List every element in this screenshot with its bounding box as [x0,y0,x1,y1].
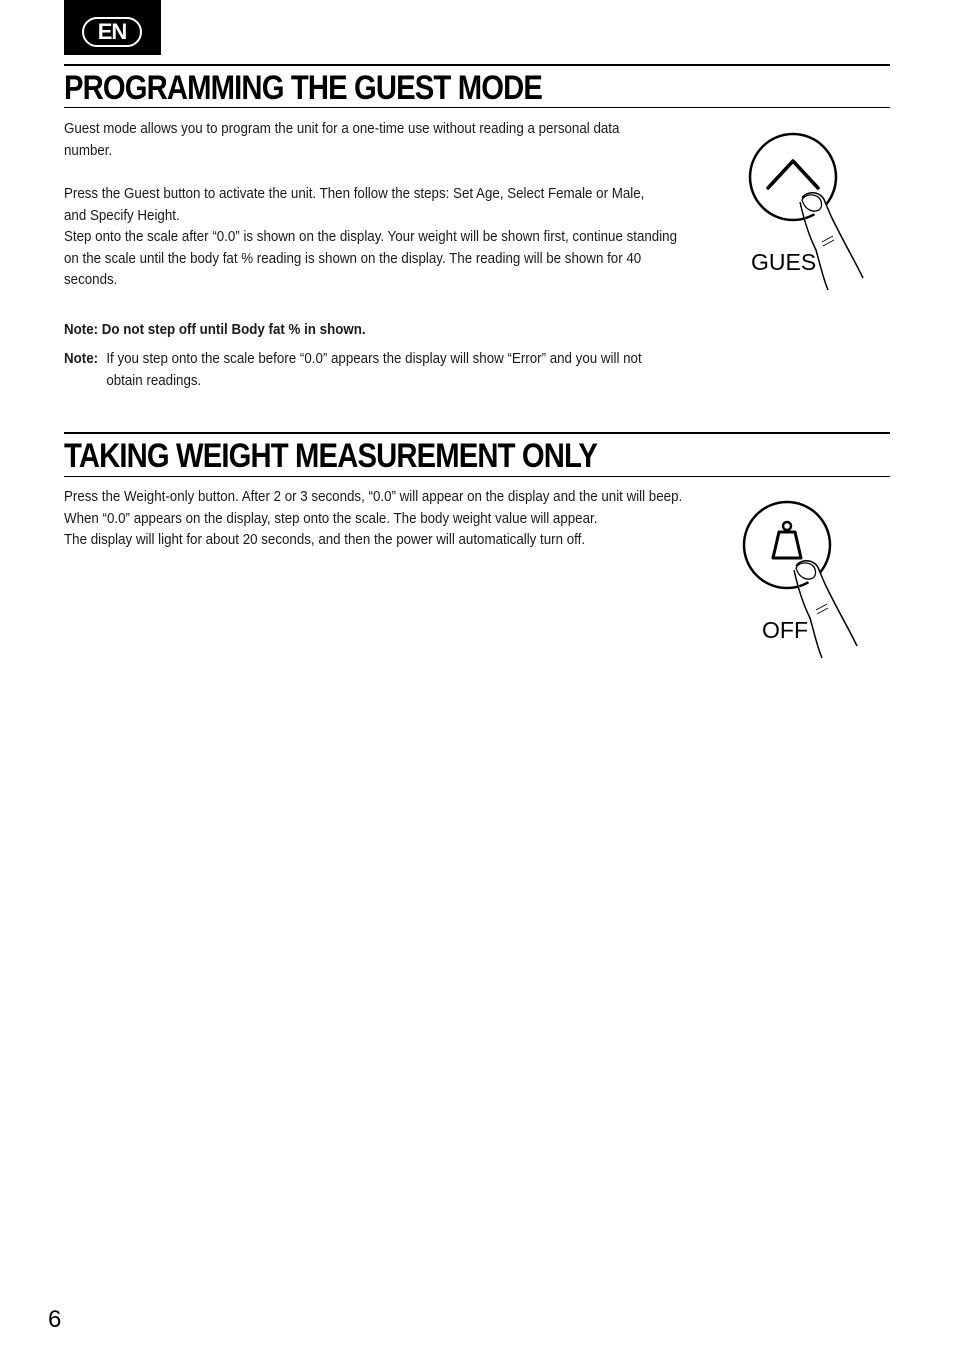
section-rule-top [64,432,890,434]
guest-paragraph-3: Step onto the scale after “0.0” is shown on the display. Your weight will be shown first, continue standing on the scale until the body fat % reading is shown on the display. The reading will be shown for 40 seconds. [64,229,678,288]
guest-paragraph-2 [64,184,708,227]
section-title-guest-mode: PROGRAMMING THE GUEST MODE [64,69,542,107]
section-rule-bottom [64,107,890,108]
language-label: EN [82,17,142,47]
language-tab [64,0,161,55]
section-rule-top [64,64,890,66]
guest-paragraph-1: Guest mode allows you to program the unit for a one-time use without reading a personal data number. [64,121,620,159]
guest-button-illustration [736,128,876,296]
guest-button-label: GUES [751,249,817,275]
guest-note-bold: Note: Do not step off until Body fat % in shown. [64,322,366,338]
section-title-weight-only: TAKING WEIGHT MEASUREMENT ONLY [64,437,598,475]
guest-note-label: Note: [64,351,99,367]
weight-button-label: OFF [762,617,808,643]
guest-paragraph-2-line-1: Press the Guest button to activate the unit. Then follow the steps: Set Age, Select Female or Male, [64,186,645,202]
weight-paragraph-1: Press the Weight-only button. After 2 or 3 seconds, “0.0” will appear on the display and the unit will beep. When “0.0” appears on the display, step onto the scale. The body weight value will appear. [64,489,683,527]
guest-paragraph-2-line-2: and Specify Height. [64,207,180,224]
section-rule-bottom [64,476,890,477]
weight-paragraph-2: The display will light for about 20 seconds, and then the power will automatically turn off. [64,532,586,548]
page-number: 6 [48,1306,62,1333]
guest-note-text: If you step onto the scale before “0.0” appears the display will show “Error” and you will not obtain readings. [106,351,642,389]
weight-button-illustration [730,496,870,664]
